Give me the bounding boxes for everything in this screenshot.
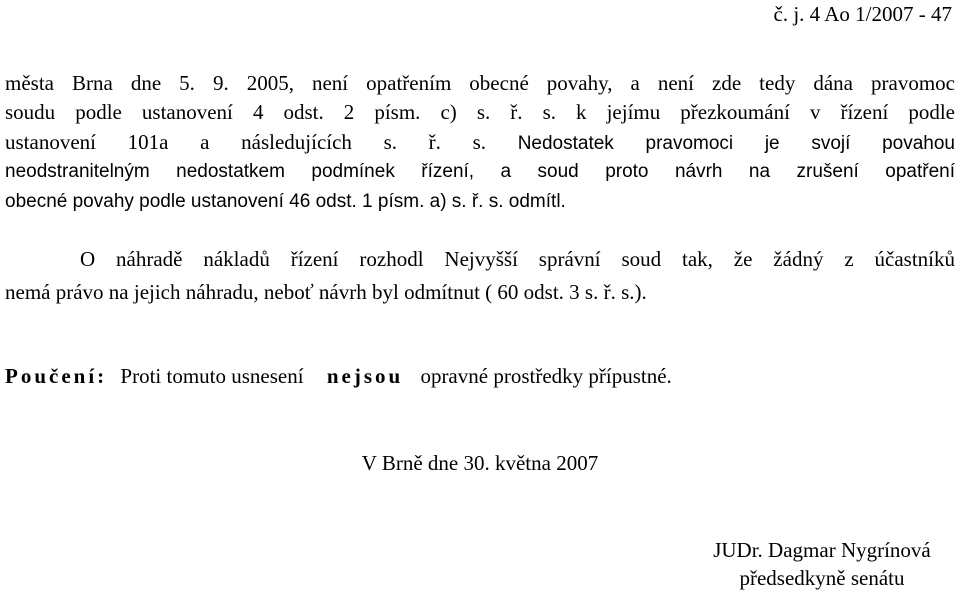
instruction-line xyxy=(5,364,672,388)
paragraph-line-serif-part: ustanovení 101a a následujících s. ř. s. xyxy=(5,130,487,154)
instruction-text: opravné prostředky přípustné. xyxy=(420,364,672,388)
instruction-emphasis: nejsou xyxy=(326,364,404,388)
signatory-role: předsedkyně senátu xyxy=(739,566,905,590)
paragraph-line: neodstranitelným nedostatkem podmínek řízení, a soud proto návrh na zrušení opatření xyxy=(5,161,955,182)
paragraph-line: obecné povahy podle ustanovení 46 odst. 1 písm. a) s. ř. s. odmítl. xyxy=(5,191,566,212)
signatory-name: JUDr. Dagmar Nygrínová xyxy=(713,538,931,562)
paragraph-line xyxy=(5,130,955,156)
case-number: č. j. 4 Ao 1/2007 - 47 xyxy=(773,2,952,26)
paragraph-line-sans-part: Nedostatek pravomoci je svojí povahou xyxy=(517,133,955,154)
instruction-text: Proti tomuto usnesení xyxy=(120,364,304,388)
paragraph-line: soudu podle ustanovení 4 odst. 2 písm. c) s. ř. s. k jejímu přezkoumání v řízení podle xyxy=(5,100,955,124)
signature-block xyxy=(692,536,952,592)
instruction-label: Poučení: xyxy=(5,364,108,388)
paragraph-line: nemá právo na jejich náhradu, neboť návrh byl odmítnut ( 60 odst. 3 s. ř. s.). xyxy=(5,280,647,304)
place-date: V Brně dne 30. května 2007 xyxy=(361,451,599,475)
paragraph-line: města Brna dne 5. 9. 2005, není opatřením obecné povahy, a není zde tedy dána pravomoc xyxy=(5,71,955,95)
paragraph-line: O náhradě nákladů řízení rozhodl Nejvyšší správní soud tak, že žádný z účastníků xyxy=(80,247,955,271)
